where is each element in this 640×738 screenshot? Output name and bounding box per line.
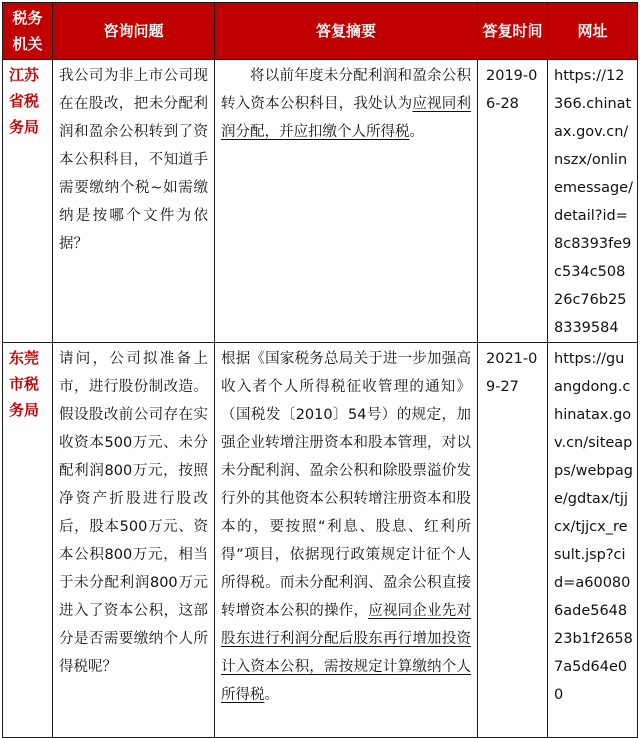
- table-row: [3, 60, 638, 343]
- answer-text: 根据《国家税务总局关于进一步加强高收入者个人所得税征收管理的通知》（国税发〔2010〕54号）的规定，加强企业转增注册资本和股本管理，对以未分配利润、盈余公积和除股票溢价发行外的其他资本公积转增注册资本和股本的，要按照“利息、股息、红利所得”项目，依据现行政策规定计征个人所得税。而未分配利润、盈余公积直接转增资本公积的操作，: [221, 351, 471, 619]
- date-cell: 2019-06-28: [478, 60, 548, 343]
- consultation-table: [2, 2, 638, 738]
- table-header-row: [3, 3, 638, 60]
- table-row: [3, 343, 638, 738]
- agency-cell: 江苏省税务局: [3, 60, 53, 343]
- answer-underlined-text: 应视同利润分配，并应扣缴个人所得税: [221, 96, 471, 140]
- question-cell: 我公司为非上市公司现在在股改，把未分配利润和盈余公积转到了资本公积科目，不知道手需要缴纳个税~如需缴纳是按哪个文件为依据？: [53, 60, 215, 343]
- date-cell: 2021-09-27: [478, 343, 548, 738]
- header-agency: 税务机关: [3, 3, 53, 60]
- header-url: 网址: [548, 3, 638, 60]
- answer-end: 。: [409, 124, 424, 140]
- answer-text: 将以前年度未分配利润和盈余公积转入资本公积科目，我处认为: [221, 68, 471, 112]
- answer-cell: [215, 60, 478, 343]
- url-link[interactable]: https://12366.chinatax.gov.cn/nszx/onlinemessage/detail?id=8c8393fe9c534c50826c76b258339584: [548, 60, 638, 343]
- question-cell: 请问，公司拟准备上市，进行股份制改造。假设股改前公司存在实收资本500万元、未分配利润800万元，按照净资产折股进行股改后，股本500万元、资本公积800万元，相当于未分配利润800万元进入了资本公积，这部分是否需要缴纳个人所得税呢？: [53, 343, 215, 738]
- header-answer: 答复摘要: [215, 3, 478, 60]
- answer-cell: [215, 343, 478, 738]
- answer-end: 。: [264, 687, 279, 703]
- header-question: 咨询问题: [53, 3, 215, 60]
- agency-cell: 东莞市税务局: [3, 343, 53, 738]
- header-date: 答复时间: [478, 3, 548, 60]
- answer-underlined-text: 应视同企业先对股东进行利润分配后股东再行增加投资计入资本公积，需按规定计算缴纳个人所得税: [221, 603, 471, 703]
- url-link[interactable]: https://guangdong.chinatax.gov.cn/siteapps/webpage/gdtax/tjjcx/tjjcx_result.jsp?cid=a600806ade564823b1f26587a5d64e00: [548, 343, 638, 738]
